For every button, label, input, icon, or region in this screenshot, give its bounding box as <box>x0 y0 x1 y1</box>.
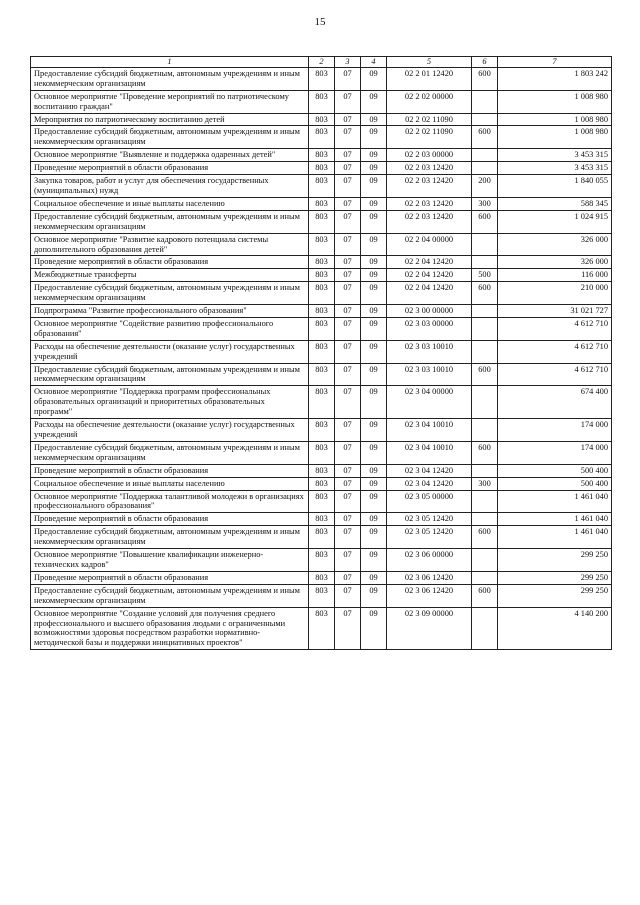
cell-csr: 02 2 02 00000 <box>387 90 472 113</box>
cell-csr: 02 3 05 12420 <box>387 513 472 526</box>
table-row <box>31 317 612 340</box>
cell-sum: 299 250 <box>498 584 612 607</box>
cell-pr: 09 <box>361 305 387 318</box>
cell-csr: 02 2 02 11090 <box>387 126 472 149</box>
cell-name: Предоставление субсидий бюджетным, автономным учреждениям и иным некоммерческим организациям <box>31 126 309 149</box>
cell-csr: 02 3 00 00000 <box>387 305 472 318</box>
cell-sum: 1 803 242 <box>498 67 612 90</box>
cell-csr: 02 3 03 10010 <box>387 340 472 363</box>
cell-ved: 803 <box>309 386 335 419</box>
cell-vr <box>472 513 498 526</box>
cell-vr: 600 <box>472 67 498 90</box>
cell-csr: 02 3 04 00000 <box>387 386 472 419</box>
cell-vr <box>472 607 498 650</box>
cell-vr: 300 <box>472 197 498 210</box>
cell-ved: 803 <box>309 113 335 126</box>
cell-csr: 02 3 04 12420 <box>387 477 472 490</box>
table-row <box>31 305 612 318</box>
table-header-row <box>31 57 612 68</box>
cell-pr: 09 <box>361 197 387 210</box>
cell-ved: 803 <box>309 67 335 90</box>
cell-csr: 02 2 03 12420 <box>387 210 472 233</box>
table-row <box>31 269 612 282</box>
cell-rz: 07 <box>335 513 361 526</box>
table-row <box>31 386 612 419</box>
cell-sum: 299 250 <box>498 549 612 572</box>
table-body <box>31 67 612 649</box>
table-row <box>31 477 612 490</box>
cell-rz: 07 <box>335 363 361 386</box>
cell-rz: 07 <box>335 441 361 464</box>
cell-name: Расходы на обеспечение деятельности (оказание услуг) государственных учреждений <box>31 340 309 363</box>
cell-ved: 803 <box>309 149 335 162</box>
cell-csr: 02 3 05 12420 <box>387 526 472 549</box>
cell-ved: 803 <box>309 317 335 340</box>
cell-pr: 09 <box>361 513 387 526</box>
cell-rz: 07 <box>335 197 361 210</box>
cell-sum: 674 400 <box>498 386 612 419</box>
cell-ved: 803 <box>309 175 335 198</box>
cell-name: Предоставление субсидий бюджетным, автономным учреждениям и иным некоммерческим организациям <box>31 363 309 386</box>
cell-vr <box>472 419 498 442</box>
cell-name: Проведение мероприятий в области образования <box>31 464 309 477</box>
cell-pr: 09 <box>361 340 387 363</box>
cell-rz: 07 <box>335 584 361 607</box>
cell-vr <box>472 317 498 340</box>
cell-csr: 02 2 01 12420 <box>387 67 472 90</box>
cell-ved: 803 <box>309 441 335 464</box>
cell-name: Проведение мероприятий в области образования <box>31 162 309 175</box>
cell-name: Основное мероприятие "Создание условий для получения среднего профессионального и высшего образования людьми с ограниченными возможностями здоровья посредством разработки нормативно-методической базы и поддержки инициативных проектов" <box>31 607 309 650</box>
cell-ved: 803 <box>309 256 335 269</box>
cell-sum: 1 024 915 <box>498 210 612 233</box>
table-row <box>31 607 612 650</box>
cell-sum: 500 400 <box>498 477 612 490</box>
table-row <box>31 210 612 233</box>
cell-ved: 803 <box>309 340 335 363</box>
column-header: 5 <box>387 57 472 68</box>
cell-sum: 174 000 <box>498 441 612 464</box>
cell-rz: 07 <box>335 305 361 318</box>
cell-sum: 588 345 <box>498 197 612 210</box>
cell-pr: 09 <box>361 571 387 584</box>
cell-csr: 02 2 03 12420 <box>387 162 472 175</box>
cell-csr: 02 2 04 12420 <box>387 256 472 269</box>
cell-pr: 09 <box>361 113 387 126</box>
cell-name: Закупка товаров, работ и услуг для обеспечения государственных (муниципальных) нужд <box>31 175 309 198</box>
cell-name: Проведение мероприятий в области образования <box>31 256 309 269</box>
cell-rz: 07 <box>335 149 361 162</box>
cell-vr <box>472 305 498 318</box>
cell-ved: 803 <box>309 210 335 233</box>
cell-vr: 600 <box>472 210 498 233</box>
cell-name: Основное мероприятие "Выявление и поддержка одаренных детей" <box>31 149 309 162</box>
cell-rz: 07 <box>335 549 361 572</box>
cell-rz: 07 <box>335 464 361 477</box>
cell-sum: 299 250 <box>498 571 612 584</box>
cell-rz: 07 <box>335 233 361 256</box>
table-row <box>31 464 612 477</box>
table-row <box>31 571 612 584</box>
cell-sum: 4 612 710 <box>498 363 612 386</box>
cell-name: Проведение мероприятий в области образования <box>31 513 309 526</box>
cell-sum: 3 453 315 <box>498 162 612 175</box>
cell-vr <box>472 549 498 572</box>
column-header: 1 <box>31 57 309 68</box>
cell-rz: 07 <box>335 317 361 340</box>
cell-name: Мероприятия по патриотическому воспитанию детей <box>31 113 309 126</box>
table-row <box>31 197 612 210</box>
cell-csr: 02 2 04 12420 <box>387 269 472 282</box>
cell-csr: 02 2 03 12420 <box>387 175 472 198</box>
cell-name: Основное мероприятие "Развитие кадрового потенциала системы дополнительного образования детей" <box>31 233 309 256</box>
cell-rz: 07 <box>335 419 361 442</box>
cell-csr: 02 3 06 12420 <box>387 584 472 607</box>
cell-ved: 803 <box>309 282 335 305</box>
cell-sum: 1 461 040 <box>498 513 612 526</box>
cell-name: Основное мероприятие "Проведение мероприятий по патриотическому воспитанию граждан" <box>31 90 309 113</box>
cell-vr: 300 <box>472 477 498 490</box>
cell-ved: 803 <box>309 607 335 650</box>
cell-pr: 09 <box>361 282 387 305</box>
table-row <box>31 526 612 549</box>
cell-ved: 803 <box>309 549 335 572</box>
column-header: 3 <box>335 57 361 68</box>
cell-pr: 09 <box>361 419 387 442</box>
cell-csr: 02 3 06 12420 <box>387 571 472 584</box>
cell-ved: 803 <box>309 477 335 490</box>
cell-csr: 02 3 03 10010 <box>387 363 472 386</box>
cell-sum: 3 453 315 <box>498 149 612 162</box>
cell-sum: 1 008 980 <box>498 113 612 126</box>
cell-sum: 1 840 055 <box>498 175 612 198</box>
cell-pr: 09 <box>361 317 387 340</box>
cell-vr <box>472 256 498 269</box>
cell-pr: 09 <box>361 607 387 650</box>
cell-name: Предоставление субсидий бюджетным, автономным учреждениям и иным некоммерческим организациям <box>31 210 309 233</box>
cell-ved: 803 <box>309 584 335 607</box>
cell-ved: 803 <box>309 419 335 442</box>
cell-name: Проведение мероприятий в области образования <box>31 571 309 584</box>
cell-vr: 200 <box>472 175 498 198</box>
cell-csr: 02 2 03 00000 <box>387 149 472 162</box>
cell-pr: 09 <box>361 90 387 113</box>
cell-rz: 07 <box>335 126 361 149</box>
cell-name: Предоставление субсидий бюджетным, автономным учреждениям и иным некоммерческим организациям <box>31 584 309 607</box>
cell-pr: 09 <box>361 490 387 513</box>
cell-ved: 803 <box>309 490 335 513</box>
cell-csr: 02 3 03 00000 <box>387 317 472 340</box>
cell-rz: 07 <box>335 113 361 126</box>
cell-name: Предоставление субсидий бюджетным, автономным учреждениям и иным некоммерческим организациям <box>31 67 309 90</box>
cell-ved: 803 <box>309 513 335 526</box>
cell-rz: 07 <box>335 269 361 282</box>
cell-rz: 07 <box>335 175 361 198</box>
cell-vr: 600 <box>472 363 498 386</box>
table-row <box>31 441 612 464</box>
cell-csr: 02 2 04 12420 <box>387 282 472 305</box>
cell-vr: 600 <box>472 441 498 464</box>
cell-rz: 07 <box>335 282 361 305</box>
cell-rz: 07 <box>335 477 361 490</box>
cell-name: Подпрограмма "Развитие профессионального образования" <box>31 305 309 318</box>
cell-sum: 326 000 <box>498 233 612 256</box>
cell-pr: 09 <box>361 584 387 607</box>
table-row <box>31 490 612 513</box>
cell-name: Предоставление субсидий бюджетным, автономным учреждениям и иным некоммерческим организациям <box>31 282 309 305</box>
cell-name: Расходы на обеспечение деятельности (оказание услуг) государственных учреждений <box>31 419 309 442</box>
budget-table <box>30 56 612 650</box>
cell-ved: 803 <box>309 363 335 386</box>
cell-vr <box>472 386 498 419</box>
cell-vr <box>472 90 498 113</box>
table-row <box>31 513 612 526</box>
cell-sum: 4 612 710 <box>498 317 612 340</box>
column-header: 2 <box>309 57 335 68</box>
cell-rz: 07 <box>335 162 361 175</box>
cell-sum: 116 000 <box>498 269 612 282</box>
cell-ved: 803 <box>309 90 335 113</box>
cell-rz: 07 <box>335 571 361 584</box>
cell-ved: 803 <box>309 233 335 256</box>
cell-csr: 02 3 05 00000 <box>387 490 472 513</box>
cell-rz: 07 <box>335 340 361 363</box>
table-row <box>31 549 612 572</box>
cell-pr: 09 <box>361 126 387 149</box>
cell-pr: 09 <box>361 269 387 282</box>
cell-sum: 1 008 980 <box>498 126 612 149</box>
table-row <box>31 233 612 256</box>
cell-rz: 07 <box>335 210 361 233</box>
cell-csr: 02 2 02 11090 <box>387 113 472 126</box>
cell-pr: 09 <box>361 464 387 477</box>
cell-vr: 500 <box>472 269 498 282</box>
column-header: 6 <box>472 57 498 68</box>
cell-rz: 07 <box>335 90 361 113</box>
column-header: 4 <box>361 57 387 68</box>
cell-pr: 09 <box>361 175 387 198</box>
table-row <box>31 340 612 363</box>
cell-sum: 1 461 040 <box>498 526 612 549</box>
cell-ved: 803 <box>309 269 335 282</box>
cell-csr: 02 2 03 12420 <box>387 197 472 210</box>
table-row <box>31 256 612 269</box>
cell-name: Социальное обеспечение и иные выплаты населению <box>31 197 309 210</box>
cell-rz: 07 <box>335 490 361 513</box>
cell-pr: 09 <box>361 477 387 490</box>
cell-vr <box>472 113 498 126</box>
cell-ved: 803 <box>309 526 335 549</box>
cell-name: Основное мероприятие "Повышение квалификации инженерно-технических кадров" <box>31 549 309 572</box>
cell-pr: 09 <box>361 256 387 269</box>
table-row <box>31 584 612 607</box>
cell-sum: 174 000 <box>498 419 612 442</box>
cell-vr <box>472 571 498 584</box>
cell-csr: 02 2 04 00000 <box>387 233 472 256</box>
cell-pr: 09 <box>361 67 387 90</box>
table-row <box>31 363 612 386</box>
cell-pr: 09 <box>361 363 387 386</box>
table-row <box>31 162 612 175</box>
cell-rz: 07 <box>335 386 361 419</box>
cell-sum: 210 000 <box>498 282 612 305</box>
cell-vr: 600 <box>472 282 498 305</box>
cell-sum: 4 612 710 <box>498 340 612 363</box>
cell-vr <box>472 162 498 175</box>
cell-csr: 02 3 04 12420 <box>387 464 472 477</box>
cell-pr: 09 <box>361 549 387 572</box>
cell-vr <box>472 490 498 513</box>
cell-ved: 803 <box>309 464 335 477</box>
cell-rz: 07 <box>335 67 361 90</box>
cell-name: Социальное обеспечение и иные выплаты населению <box>31 477 309 490</box>
cell-pr: 09 <box>361 441 387 464</box>
cell-ved: 803 <box>309 197 335 210</box>
cell-sum: 31 021 727 <box>498 305 612 318</box>
cell-pr: 09 <box>361 526 387 549</box>
column-header: 7 <box>498 57 612 68</box>
cell-name: Основное мероприятие "Поддержка программ профессиональных образовательных организаций и приоритетных образовательных программ" <box>31 386 309 419</box>
cell-pr: 09 <box>361 386 387 419</box>
cell-ved: 803 <box>309 305 335 318</box>
cell-ved: 803 <box>309 126 335 149</box>
cell-vr: 600 <box>472 526 498 549</box>
cell-vr: 600 <box>472 584 498 607</box>
cell-name: Основное мероприятие "Содействие развитию профессионального образования" <box>31 317 309 340</box>
table-row <box>31 149 612 162</box>
cell-csr: 02 3 09 00000 <box>387 607 472 650</box>
table-row <box>31 67 612 90</box>
cell-vr <box>472 149 498 162</box>
cell-pr: 09 <box>361 149 387 162</box>
cell-sum: 1 008 980 <box>498 90 612 113</box>
cell-pr: 09 <box>361 162 387 175</box>
table-row <box>31 419 612 442</box>
cell-ved: 803 <box>309 162 335 175</box>
cell-csr: 02 3 04 10010 <box>387 419 472 442</box>
table-row <box>31 175 612 198</box>
cell-rz: 07 <box>335 256 361 269</box>
cell-vr: 600 <box>472 126 498 149</box>
table-row <box>31 126 612 149</box>
table-row <box>31 90 612 113</box>
cell-name: Основное мероприятие "Поддержка талантливой молодежи в организациях профессионального образования" <box>31 490 309 513</box>
cell-rz: 07 <box>335 526 361 549</box>
cell-sum: 1 461 040 <box>498 490 612 513</box>
cell-vr <box>472 340 498 363</box>
page-number: 15 <box>314 16 326 28</box>
table-row <box>31 113 612 126</box>
cell-rz: 07 <box>335 607 361 650</box>
table-row <box>31 282 612 305</box>
cell-sum: 326 000 <box>498 256 612 269</box>
cell-vr <box>472 464 498 477</box>
cell-name: Межбюджетные трансферты <box>31 269 309 282</box>
cell-sum: 4 140 200 <box>498 607 612 650</box>
cell-sum: 500 400 <box>498 464 612 477</box>
cell-name: Предоставление субсидий бюджетным, автономным учреждениям и иным некоммерческим организациям <box>31 441 309 464</box>
cell-pr: 09 <box>361 233 387 256</box>
cell-name: Предоставление субсидий бюджетным, автономным учреждениям и иным некоммерческим организациям <box>31 526 309 549</box>
cell-pr: 09 <box>361 210 387 233</box>
cell-csr: 02 3 04 10010 <box>387 441 472 464</box>
cell-vr <box>472 233 498 256</box>
cell-csr: 02 3 06 00000 <box>387 549 472 572</box>
cell-ved: 803 <box>309 571 335 584</box>
